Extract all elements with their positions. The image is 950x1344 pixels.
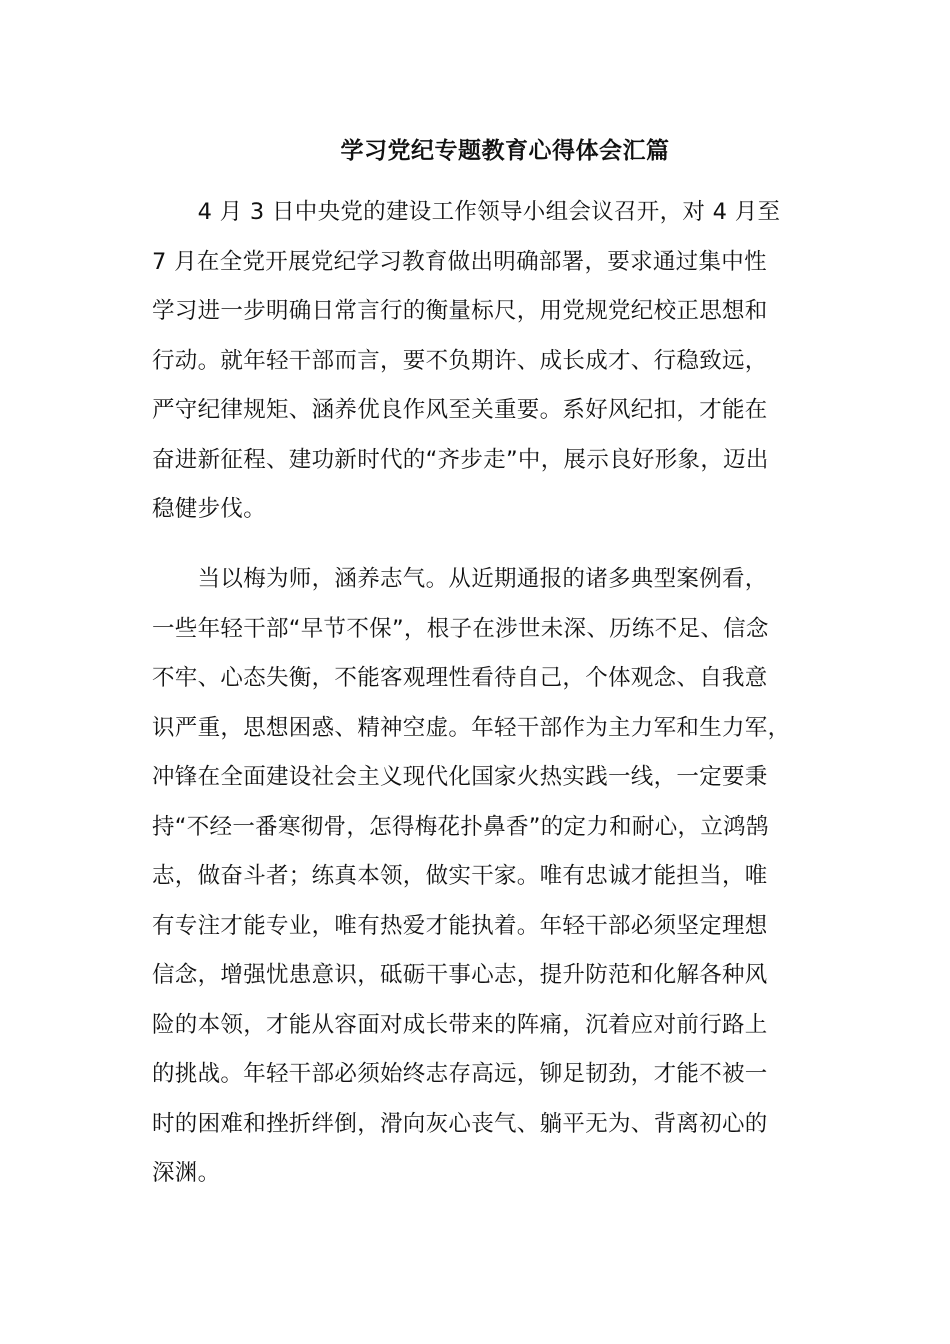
paragraph-line: 行动。就年轻干部而言，要不负期许、成长成才、行稳致远， (152, 347, 768, 374)
paragraph-line: 奋进新征程、建功新时代的“齐步走”中，展示良好形象，迈出 (152, 446, 769, 473)
paragraph-line: 有专注才能专业，唯有热爱才能执着。年轻干部必须坚定理想 (152, 912, 768, 939)
paragraph-line: 信念，增强忧患意识，砥砺干事心志，提升防范和化解各种风 (152, 962, 768, 988)
document-title: 学习党纪专题教育心得体会汇篇 (340, 138, 670, 164)
paragraph-line: 险的本领，才能从容面对成长带来的阵痛，沉着应对前行路上 (152, 1011, 768, 1038)
paragraph-line: 稳健步伐。 (152, 496, 267, 522)
paragraph-line: 志，做奋斗者；练真本领，做实干家。唯有忠诚才能担当，唯 (152, 863, 768, 889)
paragraph-line: 时的困难和挫折绊倒，滑向灰心丧气、躺平无为、背离初心的 (152, 1110, 768, 1137)
paragraph-line: 严守纪律规矩、涵养优良作风至关重要。系好风纪扣，才能在 (152, 397, 768, 423)
paragraph-line: 当以梅为师，涵养志气。从近期通报的诸多典型案例看， (152, 566, 768, 592)
paragraph-line: 持“不经一番寒彻骨，怎得梅花扑鼻香”的定力和耐心，立鸿鹄 (152, 813, 769, 840)
paragraph-line: 冲锋在全面建设社会主义现代化国家火热实践一线，一定要秉 (152, 764, 768, 790)
paragraph-line: 的挑战。年轻干部必须始终志存高远，铆足韧劲，才能不被一 (152, 1061, 768, 1087)
paragraph-line: 7 月在全党开展党纪学习教育做出明确部署，要求通过集中性 (152, 248, 767, 275)
paragraph-2 (152, 555, 802, 1199)
paragraph-line: 学习进一步明确日常言行的衡量标尺，用党规党纪校正思想和 (152, 298, 768, 324)
paragraph-line: 识严重，思想困惑、精神空虚。年轻干部作为主力军和生力军， (152, 714, 791, 741)
paragraph-line: 深渊。 (152, 1160, 221, 1186)
paragraph-line: 不牢、心态失衡，不能客观理性看待自己，个体观念、自我意 (152, 665, 768, 691)
paragraph-line: 4 月 3 日中央党的建设工作领导小组会议召开，对 4 月至 (152, 199, 781, 225)
paragraph-line: 一些年轻干部“早节不保”，根子在涉世未深、历练不足、信念 (152, 615, 769, 642)
paragraph-1 (152, 188, 802, 535)
